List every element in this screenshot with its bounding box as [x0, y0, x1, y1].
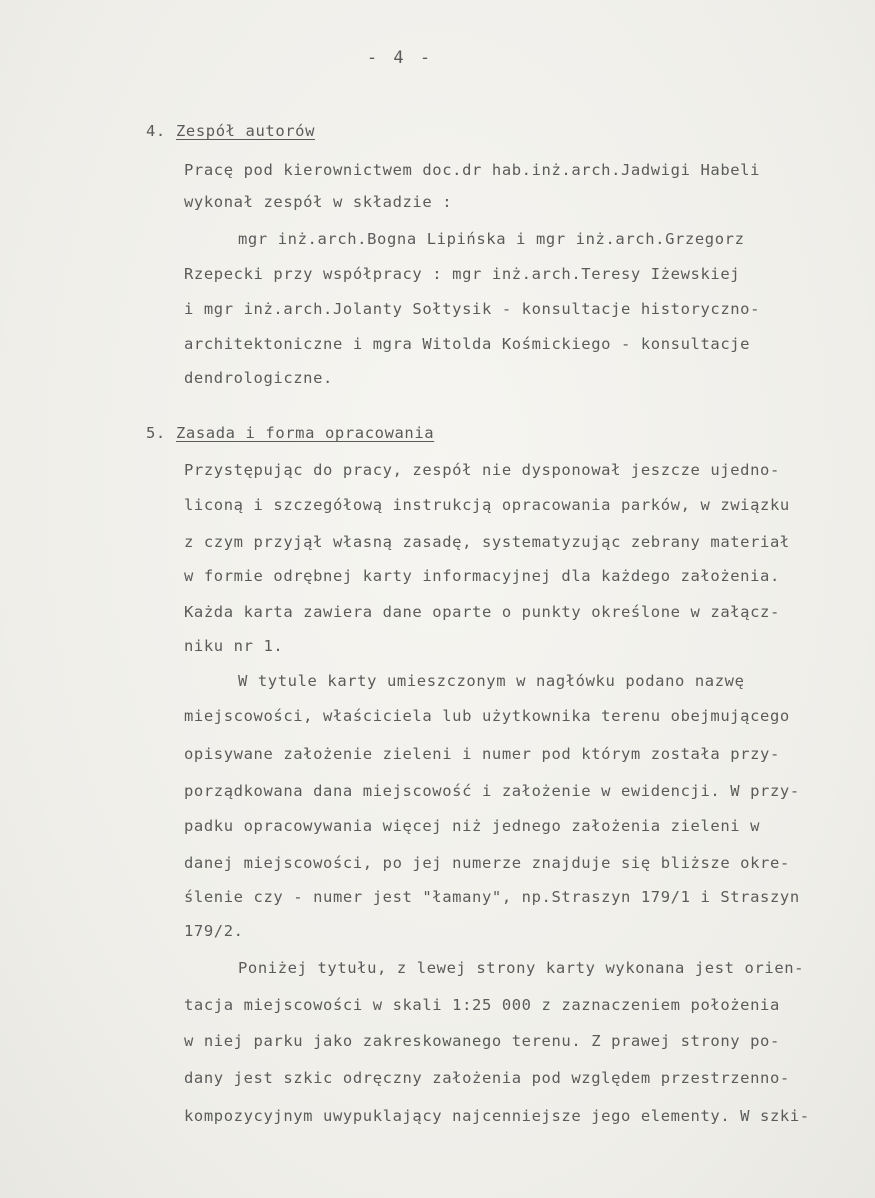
section-5-line: z czym przyjął własną zasadę, systematyzując zebrany materiał [184, 533, 790, 551]
section-5-heading: Zasada i forma opracowania [176, 424, 435, 442]
page-number: - 4 - [366, 48, 434, 68]
section-5-line: kompozycyjnym uwypuklający najcenniejsze jego elementy. W szki- [184, 1107, 810, 1125]
section-5-number: 5. [146, 424, 166, 442]
section-5-line: w formie odrębnej karty informacyjnej dla każdego założenia. [184, 567, 780, 585]
section-5-line: porządkowana dana miejscowość i założenie w ewidencji. W przy- [184, 782, 800, 800]
section-5-line: Przystępując do pracy, zespół nie dysponował jeszcze ujedno- [184, 461, 780, 479]
section-5-line: niku nr 1. [184, 637, 284, 655]
section-5-line: ślenie czy - numer jest "łamany", np.Straszyn 179/1 i Straszyn [184, 888, 800, 906]
section-5-line: 179/2. [184, 922, 244, 940]
section-5-line: opisywane założenie zieleni i numer pod którym została przy- [184, 745, 780, 763]
section-5-line: Poniżej tytułu, z lewej strony karty wykonana jest orien- [238, 959, 805, 977]
section-4-heading: Zespół autorów [176, 122, 316, 140]
section-4-line: wykonał zespół w składzie : [184, 193, 453, 211]
section-5-line: miejscowości, właściciela lub użytkownika terenu obejmującego [184, 707, 790, 725]
section-4-line: architektoniczne i mgra Witolda Kośmickiego - konsultacje [184, 335, 751, 353]
section-5-line: Każda karta zawiera dane oparte o punkty określone w załącz- [184, 603, 780, 621]
section-4-line: Rzepecki przy współpracy : mgr inż.arch.Teresy Iżewskiej [184, 265, 741, 283]
section-4-line: mgr inż.arch.Bogna Lipińska i mgr inż.arch.Grzegorz [238, 230, 745, 248]
section-5-line: padku opracowywania więcej niż jednego założenia zieleni w [184, 817, 761, 835]
section-5-line: liconą i szczegółową instrukcją opracowania parków, w związku [184, 496, 790, 514]
section-5-line: W tytule karty umieszczonym w nagłówku podano nazwę [238, 672, 745, 690]
section-4-number: 4. [146, 122, 166, 140]
section-5-line: danej miejscowości, po jej numerze znajduje się bliższe okre- [184, 854, 790, 872]
section-5-line: dany jest szkic odręczny założenia pod względem przestrzenno- [184, 1069, 790, 1087]
section-4-line: Pracę pod kierownictwem doc.dr hab.inż.arch.Jadwigi Habeli [184, 161, 761, 179]
section-5-line: tacja miejscowości w skali 1:25 000 z zaznaczeniem położenia [184, 996, 780, 1014]
section-4-line: dendrologiczne. [184, 369, 333, 387]
section-4-line: i mgr inż.arch.Jolanty Sołtysik - konsultacje historyczno- [184, 300, 761, 318]
section-5-line: w niej parku jako zakreskowanego terenu. Z prawej strony po- [184, 1032, 780, 1050]
